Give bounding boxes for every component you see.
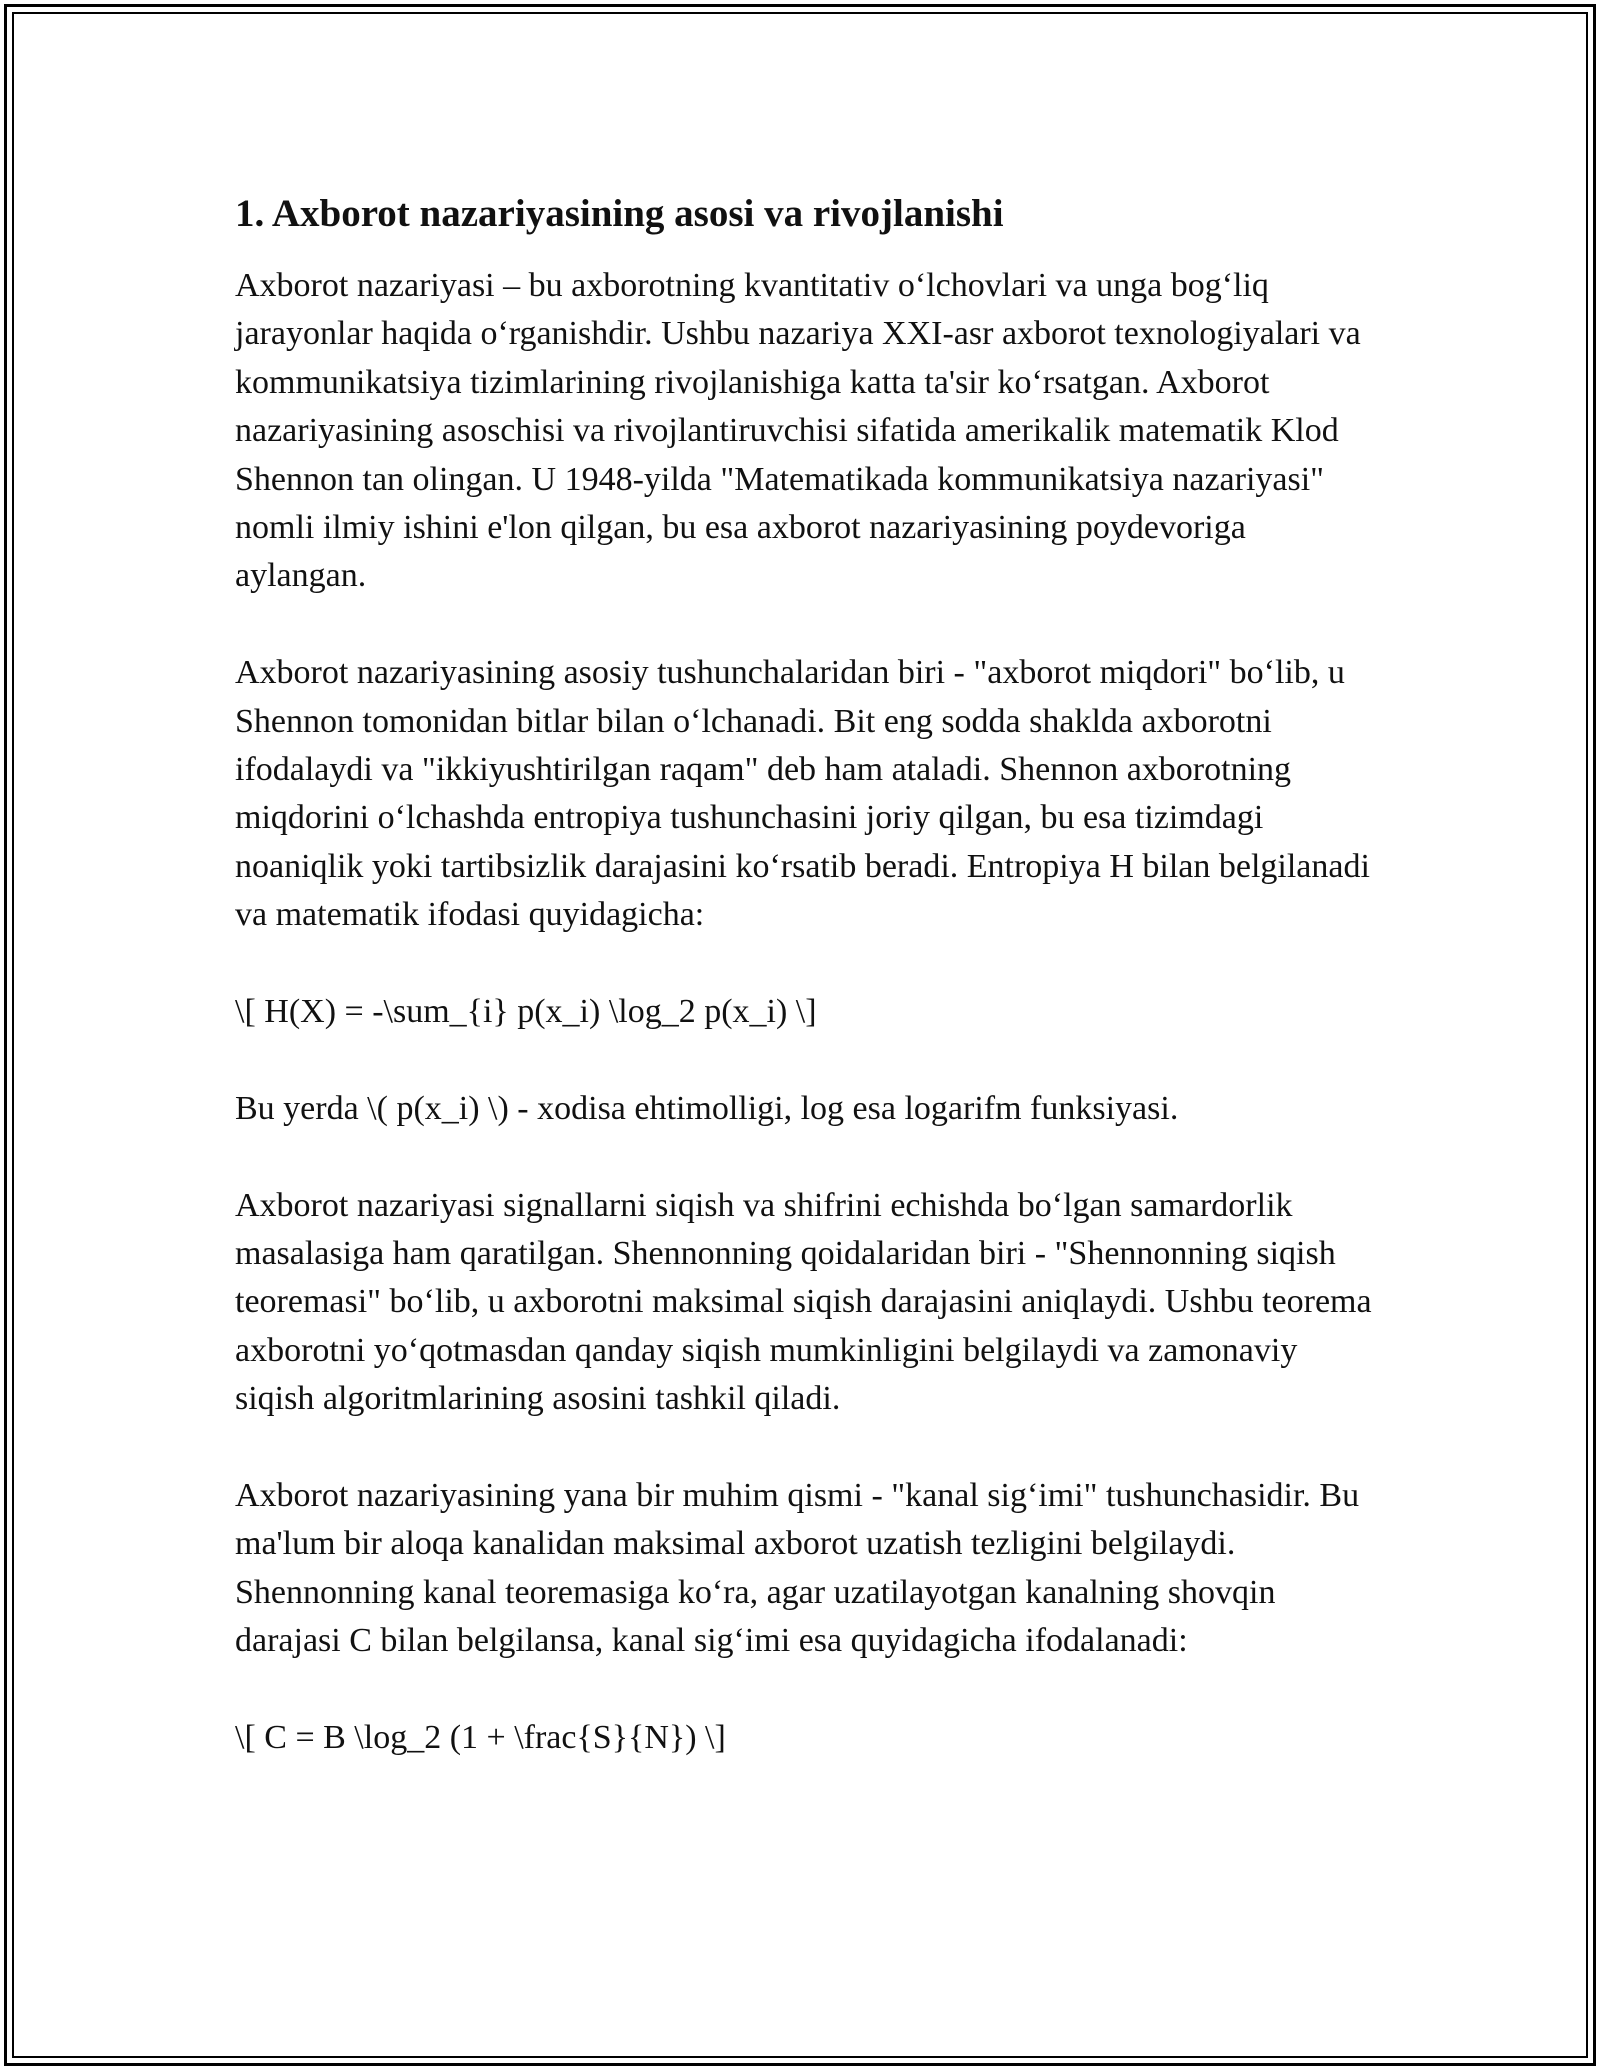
formula-entropy: \[ H(X) = -\sum_{i} p(x_i) \log_2 p(x_i) \]	[235, 993, 817, 1031]
paragraph-channel-capacity: Axborot nazariyasining yana bir muhim qismi - "kanal sig‘imi" tushunchasidir. Bu ma'lum bir aloqa kanalidan maksimal axborot uzatish tezligini belgilaydi. Shennonning kanal teoremasiga ko‘ra, agar uzatilayotgan kanalning shovqin darajasi C bilan belgilansa, kanal sig‘imi esa quyidagicha ifodalanadi:	[235, 1477, 1360, 1660]
paragraph-intro: Axborot nazariyasi – bu axborotning kvantitativ o‘lchovlari va unga bog‘liq jarayonlar haqida o‘rganishdir. Ushbu nazariya XXI-asr axborot texnologiyalari va kommunikatsiya tizimlarining rivojlanishiga katta ta'sir ko‘rsatgan. Axborot nazariyasining asoschisi va rivojlantiruvchisi sifatida amerikalik matematik Klod Shennon tan olingan. U 1948-yilda "Matematikada kommunikatsiya nazariyasi" nomli ilmiy ishini e'lon qilgan, bu esa axborot nazariyasining poydevoriga aylangan.	[235, 267, 1361, 595]
section-heading: 1. Axborot nazariyasining asosi va rivojlanishi	[235, 192, 1004, 235]
paragraph-formula-note: Bu yerda \( p(x_i) \) - xodisa ehtimolligi, log esa logarifm funksiyasi.	[235, 1089, 1179, 1127]
document-body	[235, 188, 1385, 1811]
formula-channel-capacity: \[ C = B \log_2 (1 + \frac{S}{N}) \]	[235, 1719, 726, 1757]
paragraph-entropy: Axborot nazariyasining asosiy tushunchalaridan biri - "axborot miqdori" bo‘lib, u Shennon tomonidan bitlar bilan o‘lchanadi. Bit eng sodda shaklda axborotni ifodalaydi va "ikkiyushtirilgan raqam" deb ham ataladi. Shennon axborotning miqdorini o‘lchashda entropiya tushunchasini joriy qilgan, bu esa tizimdagi noaniqlik yoki tartibsizlik darajasini ko‘rsatib beradi. Entropiya H bilan belgilanadi va matematik ifodasi quyidagicha:	[235, 654, 1370, 934]
paragraph-compression: Axborot nazariyasi signallarni siqish va shifrini echishda bo‘lgan samardorlik masalasiga ham qaratilgan. Shennonning qoidalaridan biri - "Shennonning siqish teoremasi" bo‘lib, u axborotni maksimal siqish darajasini aniqlaydi. Ushbu teorema axborotni yo‘qotmasdan qanday siqish mumkinligini belgilaydi va zamonaviy siqish algoritmlarining asosini tashkil qiladi.	[235, 1186, 1372, 1418]
